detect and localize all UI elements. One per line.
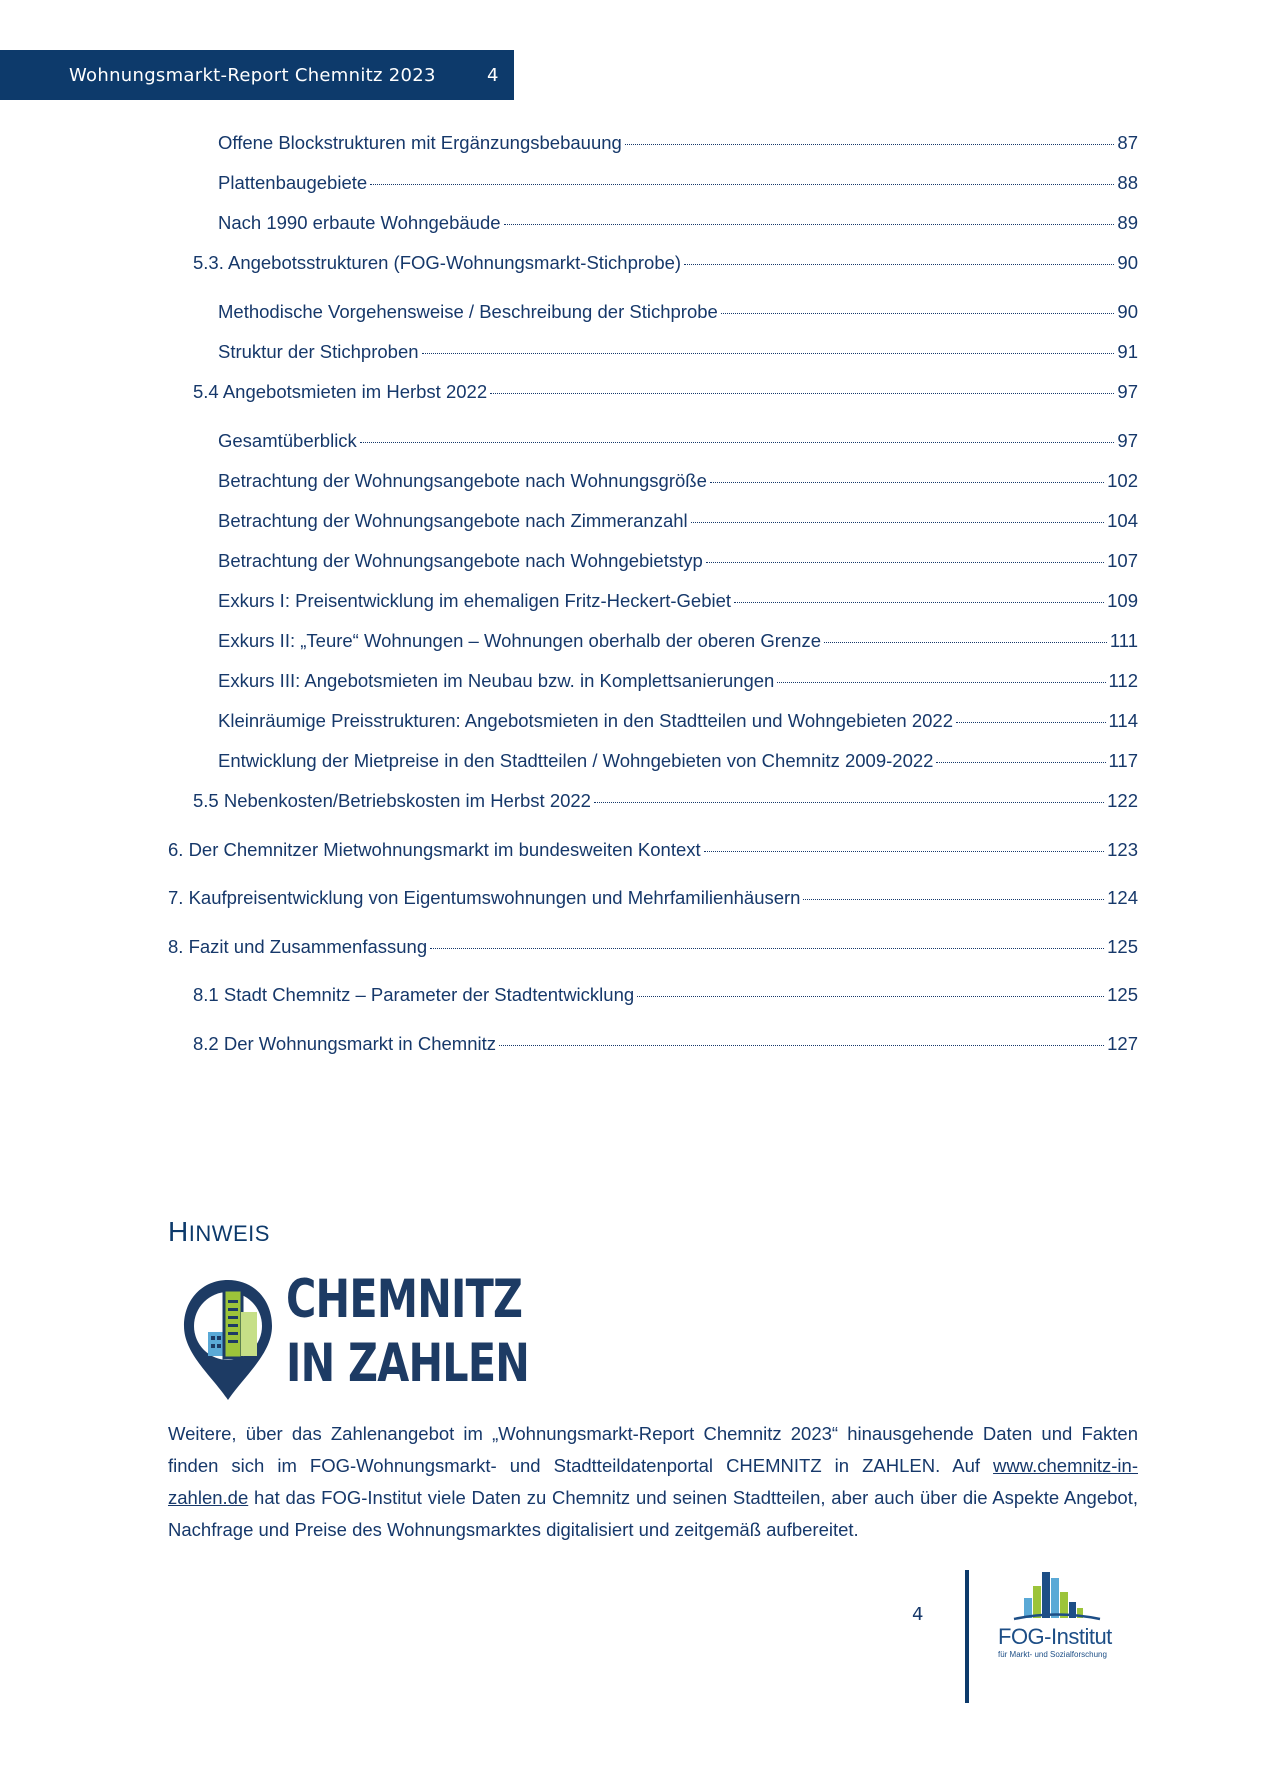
toc-entry[interactable] [168,470,1138,492]
toc-entry[interactable] [168,790,1138,812]
toc-entry[interactable] [168,590,1138,612]
toc-entry-page: 102 [1107,470,1138,491]
toc-entry-page: 125 [1107,984,1138,1005]
toc-entry[interactable] [168,630,1138,652]
toc-leader-dots [691,522,1104,523]
toc-entry[interactable] [168,710,1138,732]
toc-entry[interactable] [168,252,1138,274]
toc-entry[interactable] [168,132,1138,154]
toc-leader-dots [734,602,1104,603]
toc-entry-page: 104 [1107,510,1138,531]
toc-entry-page: 97 [1117,381,1138,402]
toc-entry[interactable] [168,341,1138,363]
notice-heading-rest: INWEIS [188,1221,270,1246]
toc-entry-label: Methodische Vorgehensweise / Beschreibung der Stichprobe [218,301,718,322]
fog-brand-subtitle: für Markt- und Sozialforschung [998,1650,1107,1659]
toc-entry[interactable] [168,936,1138,958]
toc-entry-label: Betrachtung der Wohnungsangebote nach Wohnungsgröße [218,470,707,491]
toc-entry-page: 114 [1108,710,1138,731]
toc-leader-dots [824,642,1107,643]
toc-leader-dots [956,722,1105,723]
logo-line-2: IN ZAHLEN [286,1333,530,1394]
toc-entry-label: 5.3. Angebotsstrukturen (FOG-Wohnungsmarkt-Stichprobe) [193,252,682,273]
toc-entry-page: 97 [1117,430,1138,451]
toc-leader-dots [684,264,1114,265]
toc-leader-dots [706,562,1104,563]
toc-entry[interactable] [168,301,1138,323]
toc-entry-label: Exkurs III: Angebotsmieten im Neubau bzw. in Komplettsanierungen [218,670,775,691]
fog-brand-name: FOG-Institut [998,1624,1112,1649]
toc-entry[interactable] [168,381,1138,403]
toc-entry[interactable] [168,984,1138,1006]
toc-entry[interactable] [168,670,1138,692]
toc-leader-dots [704,851,1104,852]
toc-entry-label: 8. Fazit und Zusammenfassung [168,936,428,957]
toc-entry[interactable] [168,430,1138,452]
logo-wordmark [286,1268,529,1396]
toc-entry-label: 7. Kaufpreisentwicklung von Eigentumswohnungen und Mehrfamilienhäusern [168,887,801,908]
toc-leader-dots [504,224,1115,225]
toc-entry-label: Exkurs I: Preisentwicklung im ehemaligen Fritz-Heckert-Gebiet [218,590,732,611]
toc-entry-label: Kleinräumige Preisstrukturen: Angebotsmieten in den Stadtteilen und Wohngebieten 2022 [218,710,954,731]
toc-entry-page: 123 [1107,839,1138,860]
toc-entry-label: Betrachtung der Wohnungsangebote nach Wohngebietstyp [218,550,703,571]
toc-leader-dots [360,442,1115,443]
toc-entry-page: 89 [1117,212,1138,233]
toc-entry-label: Exkurs II: „Teure“ Wohnungen – Wohnungen oberhalb der oberen Grenze [218,630,821,651]
notice-text-after: hat das FOG-Institut viele Daten zu Chemnitz und seinen Stadtteilen, aber auch über die Aspekte Angebot, Nachfrage und Preise des Wohnungsmarktes digitalisiert und zeitgemäß aufbereitet. [168,1487,1138,1540]
toc-leader-dots [637,996,1104,997]
toc-entry-label: Offene Blockstrukturen mit Ergänzungsbebauung [218,132,622,153]
logo-line-1: CHEMNITZ [286,1269,523,1330]
toc-leader-dots [490,393,1114,394]
toc-entry-page: 90 [1117,252,1138,273]
header-title: Wohnungsmarkt-Report Chemnitz 2023 [69,65,436,86]
toc-entry-page: 125 [1107,936,1138,957]
toc-entry[interactable] [168,510,1138,532]
notice-text-before: Weitere, über das Zahlenangebot im „Wohnungsmarkt-Report Chemnitz 2023“ hinausgehende Daten und Fakten finden sich im FOG-Wohnungsmarkt- und Stadtteildatenportal CHEMNITZ in ZAHLEN. Auf [168,1423,1138,1476]
toc-entry-page: 107 [1107,550,1138,571]
toc-leader-dots [625,144,1115,145]
toc-entry-label: Entwicklung der Mietpreise in den Stadtteilen / Wohngebieten von Chemnitz 2009-2022 [218,750,934,771]
toc-leader-dots [370,184,1114,185]
toc-leader-dots [499,1045,1104,1046]
footer-divider [965,1570,969,1703]
toc-entry[interactable] [168,887,1138,909]
page-header [0,50,514,100]
toc-leader-dots [430,948,1104,949]
notice-heading [168,1216,270,1248]
toc-entry-page: 117 [1108,750,1138,771]
toc-leader-dots [777,682,1105,683]
toc-leader-dots [422,353,1115,354]
toc-entry-label: Nach 1990 erbaute Wohngebäude [218,212,501,233]
toc-entry-label: 6. Der Chemnitzer Mietwohnungsmarkt im bundesweiten Kontext [168,839,701,860]
toc-leader-dots [721,313,1115,314]
toc-entry-page: 111 [1109,630,1138,651]
toc-entry-page: 124 [1107,887,1138,908]
portal-link[interactable]: www.chemnitz-in-zahlen.de [168,1455,1138,1508]
toc-entry-page: 127 [1107,1033,1138,1054]
toc-entry-label: Betrachtung der Wohnungsangebote nach Zimmeranzahl [218,510,688,531]
toc-entry[interactable] [168,550,1138,572]
toc-entry-page: 122 [1107,790,1138,811]
toc-entry-label: 8.1 Stadt Chemnitz – Parameter der Stadtentwicklung [193,984,635,1005]
footer-page-number: 4 [912,1604,924,1625]
toc-entry-page: 109 [1107,590,1138,611]
toc-entry-page: 87 [1117,132,1138,153]
toc-entry-label: Plattenbaugebiete [218,172,368,193]
toc-entry-label: Gesamtüberblick [218,430,357,451]
toc-entry-page: 88 [1117,172,1138,193]
header-page-number: 4 [487,65,499,86]
toc-entry[interactable] [168,750,1138,772]
toc-entry[interactable] [168,212,1138,234]
toc-leader-dots [710,482,1104,483]
toc-entry-label: 5.4 Angebotsmieten im Herbst 2022 [193,381,488,402]
toc-leader-dots [936,762,1105,763]
toc-leader-dots [594,802,1104,803]
notice-paragraph [168,1418,1138,1546]
toc-entry-page: 90 [1117,301,1138,322]
toc-entry-label: 8.2 Der Wohnungsmarkt in Chemnitz [193,1033,496,1054]
notice-heading-initial: H [168,1216,189,1247]
toc-entry-page: 112 [1108,670,1138,691]
toc-entry[interactable] [168,172,1138,194]
toc-entry-label: 5.5 Nebenkosten/Betriebskosten im Herbst 2022 [193,790,591,811]
toc-leader-dots [803,899,1104,900]
toc-entry[interactable] [168,839,1138,861]
toc-entry[interactable] [168,1033,1138,1055]
toc-entry-label: Struktur der Stichproben [218,341,419,362]
toc-entry-page: 91 [1117,341,1138,362]
